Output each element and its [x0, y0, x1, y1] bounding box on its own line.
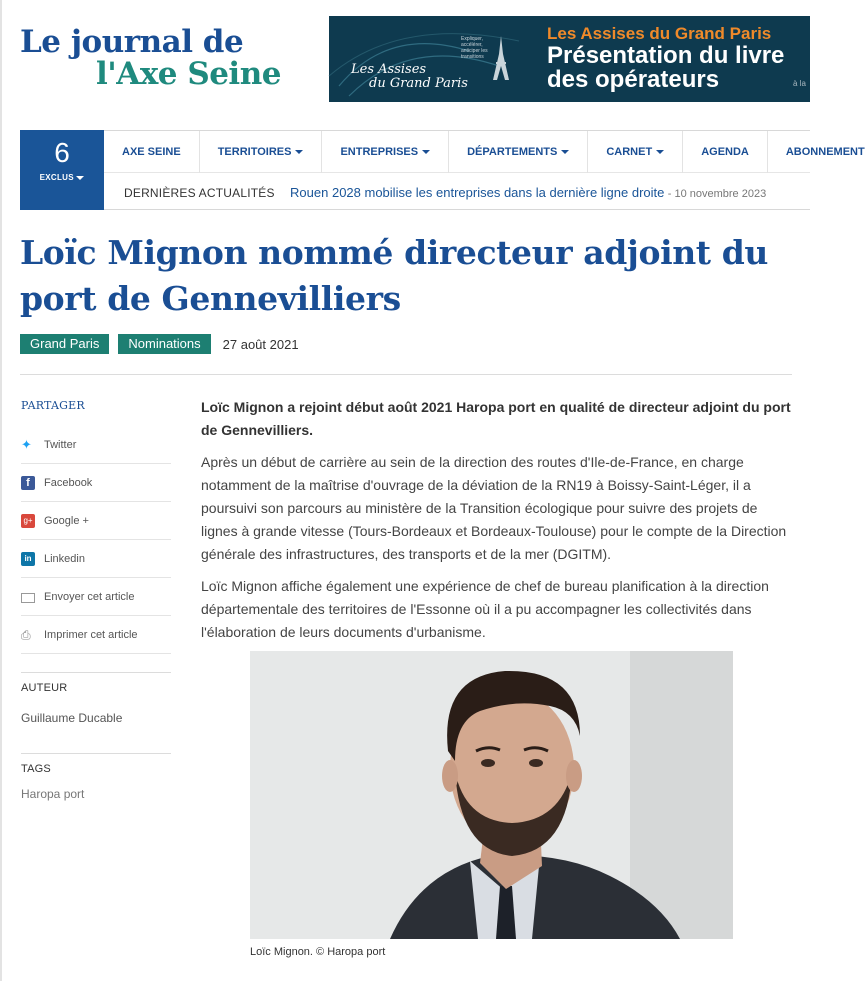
chevron-down-icon	[656, 150, 664, 154]
share-label: Linkedin	[44, 552, 85, 565]
article-meta	[20, 334, 299, 354]
ticker-date: - 10 novembre 2023	[667, 188, 767, 200]
menu-item-axe-seine[interactable]: AXE SEINE	[104, 131, 200, 173]
category-tag-nominations[interactable]: Nominations	[118, 334, 210, 354]
facebook-icon: f	[21, 476, 35, 490]
share-label: Imprimer cet article	[44, 628, 138, 641]
ad-banner[interactable]	[329, 16, 810, 102]
article-date: 27 août 2021	[222, 336, 299, 352]
share-linkedin[interactable]	[21, 540, 171, 578]
menu-item-departements[interactable]: DÉPARTEMENTS	[449, 131, 588, 173]
tags-heading: TAGS	[21, 763, 51, 775]
twitter-icon: ✦	[21, 436, 32, 452]
logo-line-2: l'Axe Seine	[96, 56, 281, 92]
article-lead: Loïc Mignon a rejoint début août 2021 Haropa port en qualité de directeur adjoint du port de Gennevilliers.	[201, 399, 791, 438]
share-google-plus[interactable]	[21, 502, 171, 540]
article-paragraph-2: Loïc Mignon affiche également une expérience de chef de bureau planification à la direction départementale des territoires de l'Essonne où il a pu accompagner les collectivités dans l'élaboration de leurs documents d'urbanisme.	[201, 578, 769, 640]
banner-brand-line-1: Les Assises	[351, 62, 427, 77]
banner-tagline: Expliquer, accélérer, anticiper les transitions	[461, 36, 488, 60]
news-ticker	[124, 185, 766, 200]
portrait-image	[250, 651, 733, 939]
banner-tag: à la	[793, 79, 806, 88]
article-paragraph-1: Après un début de carrière au sein de la direction des routes d'Ile-de-France, en charge notamment de la maîtrise d'ouvrage de la déviation de la RN19 à Boissy-Saint-Léger, il a poursuivi son parcours au ministère de la Transition écologique pour suivre des projets de lignes à grande vitesse (Tours-Bordeaux et Bordeaux-Toulouse) pour le compte de la Direction générale des infrastructures, des transports et de la mer (DGITM).	[201, 454, 787, 562]
print-icon: ⎙	[21, 627, 31, 642]
author-block	[21, 672, 171, 725]
exclus-label: EXCLUS	[20, 173, 104, 182]
google-plus-icon: g+	[21, 514, 35, 528]
menu-bar	[104, 131, 865, 173]
ticker-label: DERNIÈRES ACTUALITÉS	[124, 186, 275, 200]
chevron-down-icon	[76, 176, 84, 180]
exclus-count: 6	[54, 137, 70, 168]
exclus-button[interactable]	[20, 130, 104, 210]
ticker-link[interactable]: Rouen 2028 mobilise les entreprises dans la dernière ligne droite	[290, 185, 665, 200]
site-logo[interactable]	[20, 26, 281, 90]
share-heading: PARTAGER	[21, 399, 85, 412]
menu-item-territoires[interactable]: TERRITOIRES	[200, 131, 323, 173]
banner-headline-1: Présentation du livre	[547, 42, 785, 69]
banner-headline-2: des opérateurs	[547, 66, 720, 93]
logo-line-1: Le journal de	[20, 24, 244, 60]
article-title: Loïc Mignon nommé directeur adjoint du port de Gennevilliers	[20, 233, 769, 318]
linkedin-icon: in	[21, 552, 35, 566]
tag-link[interactable]: Haropa port	[21, 787, 85, 801]
chevron-down-icon	[561, 150, 569, 154]
mail-icon	[21, 593, 35, 603]
share-email[interactable]	[21, 578, 171, 616]
share-label: Facebook	[44, 476, 93, 489]
menu-item-agenda[interactable]: AGENDA	[683, 131, 768, 173]
banner-brand-line-2: du Grand Paris	[369, 76, 468, 91]
divider	[20, 374, 792, 375]
tags-block	[21, 753, 171, 801]
photo-caption: Loïc Mignon. © Haropa port	[250, 946, 386, 958]
menu-item-entreprises[interactable]: ENTREPRISES	[322, 131, 449, 173]
author-name[interactable]: Guillaume Ducable	[21, 711, 123, 725]
article-body	[201, 396, 791, 644]
author-heading: AUTEUR	[21, 682, 68, 694]
banner-kicker: Les Assises du Grand Paris	[547, 24, 772, 43]
menu-item-abonnement[interactable]: ABONNEMENT	[785, 146, 865, 158]
eiffel-tower-icon	[489, 36, 513, 82]
page-left-border	[0, 0, 2, 981]
share-label: Twitter	[44, 438, 77, 451]
share-print[interactable]	[21, 616, 171, 654]
main-navigation	[20, 130, 865, 210]
category-tag-grand-paris[interactable]: Grand Paris	[20, 334, 109, 354]
share-label: Envoyer cet article	[44, 590, 135, 603]
share-list	[21, 426, 171, 654]
share-label: Google +	[44, 514, 89, 527]
share-twitter[interactable]	[21, 426, 171, 464]
chevron-down-icon	[295, 150, 303, 154]
menu-item-carnet[interactable]: CARNET	[588, 131, 683, 173]
article-photo	[250, 651, 733, 939]
chevron-down-icon	[422, 150, 430, 154]
share-facebook[interactable]	[21, 464, 171, 502]
